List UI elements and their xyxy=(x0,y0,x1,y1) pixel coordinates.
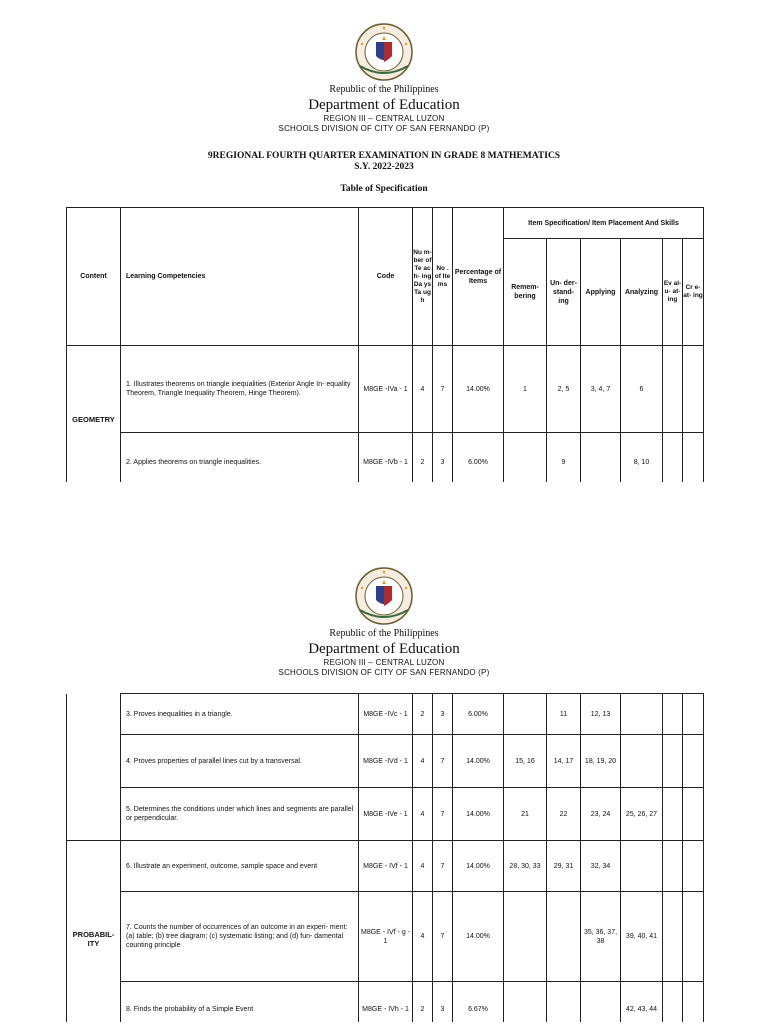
creating-cell xyxy=(683,694,704,735)
evaluating-cell xyxy=(663,788,683,841)
school-year: S.Y. 2022-2023 xyxy=(354,162,414,172)
col-percentage: Percentage of Items xyxy=(453,208,504,346)
competency-cell: 8. Finds the probability of a Simple Event xyxy=(121,982,359,1024)
competency-cell: 1. Illustrates theorems on triangle inequalities (Exterior Angle In- equality Theorem, Triangle Inequality Theorem, Hinge Theorem). xyxy=(121,346,359,433)
republic-label: Republic of the Philippines xyxy=(329,628,439,639)
competency-cell: 2. Applies theorems on triangle inequalities. xyxy=(121,433,359,493)
evaluating-cell xyxy=(663,892,683,982)
percentage-cell: 14.00% xyxy=(453,841,504,892)
items-cell: 7 xyxy=(433,346,453,433)
items-cell: 7 xyxy=(433,788,453,841)
competency-cell: 7. Counts the number of occurrences of an outcome in an experi- ment: (a) table; (b) tree diagram; (c) systematic listing; and (d) fun- damental counting principle xyxy=(121,892,359,982)
applying-cell: 32, 34 xyxy=(581,841,621,892)
applying-cell: 35, 36, 37, 38 xyxy=(581,892,621,982)
analyzing-cell xyxy=(621,694,663,735)
days-cell: 4 xyxy=(413,346,433,433)
remembering-cell: 1 xyxy=(504,346,547,433)
code-cell: M8GE -IVc - 1 xyxy=(359,694,413,735)
analyzing-cell: 42, 43, 44 xyxy=(621,982,663,1024)
page-break xyxy=(60,482,710,542)
table-row xyxy=(67,346,704,433)
applying-cell: 18, 19, 20 xyxy=(581,735,621,788)
col-analyzing: Analyzing xyxy=(621,239,663,346)
evaluating-cell xyxy=(663,841,683,892)
percentage-cell: 14.00% xyxy=(453,788,504,841)
applying-cell: 23, 24 xyxy=(581,788,621,841)
days-cell: 4 xyxy=(413,735,433,788)
remembering-cell xyxy=(504,694,547,735)
applying-cell xyxy=(581,982,621,1024)
exam-title-block xyxy=(0,151,768,173)
days-cell: 4 xyxy=(413,841,433,892)
percentage-cell: 6.67% xyxy=(453,982,504,1024)
col-teaching-days: Nu m- ber of Te ac h- ing Da ys Ta ug h xyxy=(413,208,433,346)
percentage-cell: 14.00% xyxy=(453,346,504,433)
understanding-cell: 22 xyxy=(547,788,581,841)
evaluating-cell xyxy=(663,982,683,1024)
table-row xyxy=(67,735,704,788)
table-row xyxy=(67,982,704,1024)
code-cell: M8GE -IVe - 1 xyxy=(359,788,413,841)
code-cell: M8GE - IVf - 1 xyxy=(359,841,413,892)
remembering-cell: 15, 16 xyxy=(504,735,547,788)
code-cell: M8GE -IVa - 1 xyxy=(359,346,413,433)
remembering-cell: 28, 30, 33 xyxy=(504,841,547,892)
col-remembering: Remem- bering xyxy=(504,239,547,346)
days-cell: 2 xyxy=(413,433,433,493)
creating-cell xyxy=(683,982,704,1024)
department-label: Department of Education xyxy=(308,641,460,657)
understanding-cell xyxy=(547,892,581,982)
remembering-cell xyxy=(504,982,547,1024)
creating-cell xyxy=(683,788,704,841)
items-cell: 7 xyxy=(433,841,453,892)
topic-geometry: GEOMETRY xyxy=(67,346,121,493)
evaluating-cell xyxy=(663,694,683,735)
evaluating-cell xyxy=(663,346,683,433)
table-row xyxy=(67,788,704,841)
col-applying: Applying xyxy=(581,239,621,346)
department-label: Department of Education xyxy=(308,97,460,113)
col-understanding: Un- der- stand- ing xyxy=(547,239,581,346)
exam-title: 9REGIONAL FOURTH QUARTER EXAMINATION IN GRADE 8 MATHEMATICS xyxy=(207,151,561,161)
percentage-cell: 6.00% xyxy=(453,694,504,735)
deped-seal xyxy=(354,22,414,82)
topic-continued xyxy=(67,694,121,841)
topic-probability: PROBABIL- ITY xyxy=(67,841,121,1024)
division-label: SCHOOLS DIVISION OF CITY OF SAN FERNANDO (P) xyxy=(278,124,490,133)
col-evaluating: Ev al- u- at- ing xyxy=(663,239,683,346)
analyzing-cell: 39, 40, 41 xyxy=(621,892,663,982)
remembering-cell: 21 xyxy=(504,788,547,841)
col-competencies: Learning Competencies xyxy=(121,208,359,346)
creating-cell xyxy=(683,892,704,982)
analyzing-cell xyxy=(621,841,663,892)
analyzing-cell xyxy=(621,735,663,788)
understanding-cell: 11 xyxy=(547,694,581,735)
understanding-cell: 14, 17 xyxy=(547,735,581,788)
analyzing-cell: 25, 26, 27 xyxy=(621,788,663,841)
percentage-cell: 14.00% xyxy=(453,735,504,788)
understanding-cell: 2, 5 xyxy=(547,346,581,433)
tos-table-page-1 xyxy=(66,207,704,493)
competency-cell: 3. Proves inequalities in a triangle. xyxy=(121,694,359,735)
table-row xyxy=(67,841,704,892)
evaluating-cell xyxy=(663,735,683,788)
analyzing-cell: 8, 10 xyxy=(621,433,663,493)
region-label: REGION III – CENTRAL LUZON xyxy=(323,114,445,123)
code-cell: M8GE -IVb - 1 xyxy=(359,433,413,493)
items-cell: 3 xyxy=(433,433,453,493)
col-content: Content xyxy=(67,208,121,346)
col-code: Code xyxy=(359,208,413,346)
col-items: No . of Ite ms xyxy=(433,208,453,346)
region-label: REGION III – CENTRAL LUZON xyxy=(323,658,445,667)
competency-cell: 4. Proves properties of parallel lines cut by a transversal. xyxy=(121,735,359,788)
competency-cell: 6. Illustrate an experiment, outcome, sample space and event xyxy=(121,841,359,892)
code-cell: M8GE -IVd - 1 xyxy=(359,735,413,788)
items-cell: 7 xyxy=(433,892,453,982)
days-cell: 4 xyxy=(413,788,433,841)
items-cell: 3 xyxy=(433,694,453,735)
creating-cell xyxy=(683,841,704,892)
col-item-spec: Item Specification/ Item Placement And Skills xyxy=(504,208,704,239)
percentage-cell: 14.00% xyxy=(453,892,504,982)
days-cell: 2 xyxy=(413,694,433,735)
days-cell: 2 xyxy=(413,982,433,1024)
creating-cell xyxy=(683,346,704,433)
understanding-cell: 9 xyxy=(547,433,581,493)
letterhead xyxy=(0,84,768,134)
applying-cell: 3, 4, 7 xyxy=(581,346,621,433)
analyzing-cell: 6 xyxy=(621,346,663,433)
code-cell: M8GE - IVf - g - 1 xyxy=(359,892,413,982)
tos-table-page-2 xyxy=(66,693,704,1024)
deped-seal xyxy=(354,566,414,626)
applying-cell: 12, 13 xyxy=(581,694,621,735)
remembering-cell xyxy=(504,892,547,982)
competency-cell: 5. Determines the conditions under which lines and segments are parallel or perpendicular. xyxy=(121,788,359,841)
items-cell: 7 xyxy=(433,735,453,788)
percentage-cell: 6.00% xyxy=(453,433,504,493)
table-row xyxy=(67,892,704,982)
days-cell: 4 xyxy=(413,892,433,982)
table-title: Table of Specification xyxy=(340,184,428,194)
letterhead xyxy=(0,628,768,678)
republic-label: Republic of the Philippines xyxy=(329,84,439,95)
division-label: SCHOOLS DIVISION OF CITY OF SAN FERNANDO (P) xyxy=(278,668,490,677)
understanding-cell: 29, 31 xyxy=(547,841,581,892)
code-cell: M8GE - IVh - 1 xyxy=(359,982,413,1024)
col-creating: Cr e- at- ing xyxy=(683,239,704,346)
table-row xyxy=(67,694,704,735)
understanding-cell xyxy=(547,982,581,1024)
items-cell: 3 xyxy=(433,982,453,1024)
creating-cell xyxy=(683,735,704,788)
